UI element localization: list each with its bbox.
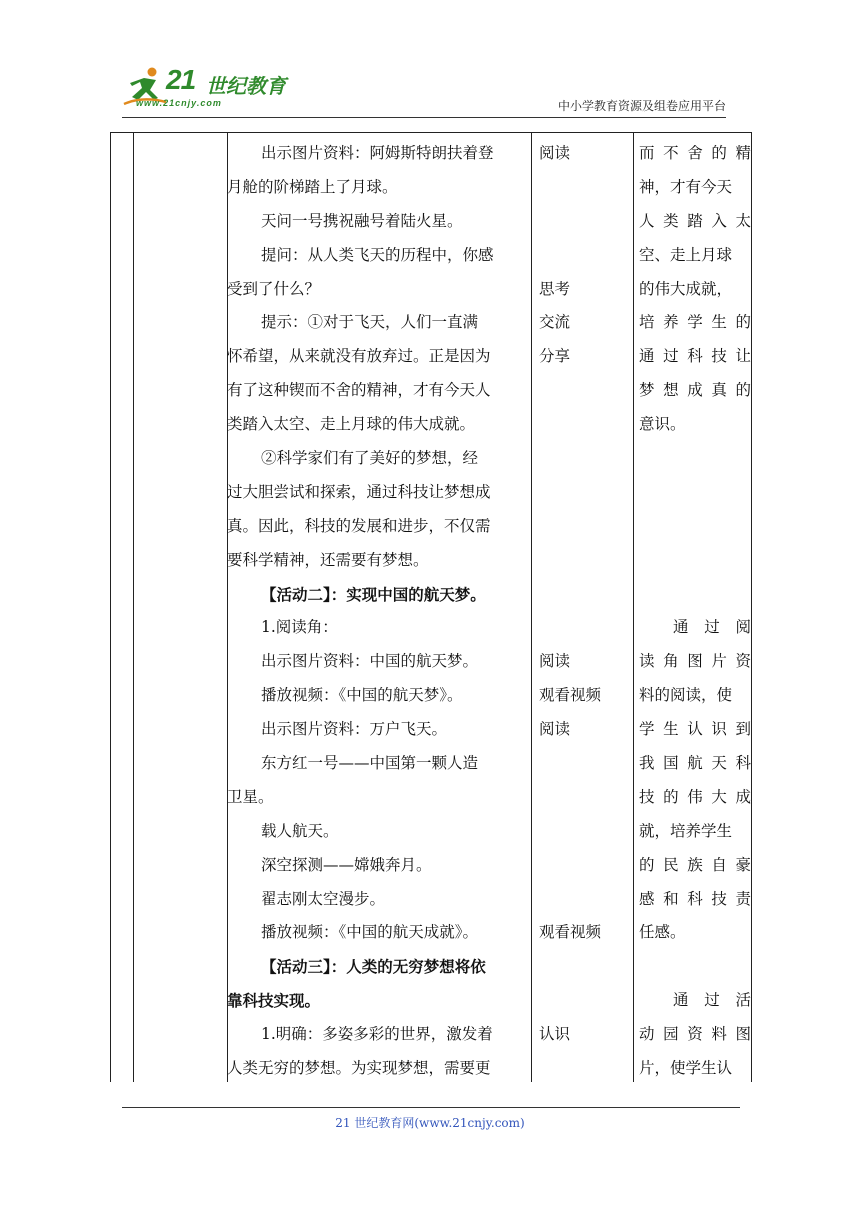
activity-line: 交流 <box>539 313 571 332</box>
content-line: 提示：①对于飞天，人们一直满 <box>261 313 479 332</box>
intent-line: 片，使学生认 <box>639 1059 733 1078</box>
activity-line <box>539 1052 631 1086</box>
intent-line: 空、走上月球 <box>639 245 733 264</box>
content-line: 天问一号携祝融号着陆火星。 <box>261 211 463 230</box>
intent-line: 通 过 阅 <box>673 618 751 637</box>
page-header <box>0 0 860 125</box>
content-line: 靠科技实现。 <box>227 991 321 1011</box>
activity-line <box>539 239 631 273</box>
activity-line <box>539 578 631 612</box>
intent-line: 神，才有今天 <box>639 177 733 196</box>
table-divider <box>133 133 134 1082</box>
activity-line <box>539 442 631 476</box>
activity-line <box>539 849 631 883</box>
activity-line: 思考 <box>539 279 571 298</box>
activity-line <box>539 781 631 815</box>
activity-line <box>539 883 631 917</box>
activity-line <box>539 984 631 1018</box>
platform-title: 中小学教育资源及组卷应用平台 <box>557 99 726 113</box>
content-line: 【活动三】：人类的无穷梦想将依 <box>261 957 486 977</box>
table-divider <box>531 133 532 1082</box>
content-line: 载人航天。 <box>261 821 339 840</box>
activity-line <box>539 510 631 544</box>
activity-column <box>539 133 631 1086</box>
activity-line <box>539 611 631 645</box>
activity-line: 阅读 <box>539 652 571 671</box>
intent-line: 任感。 <box>639 923 686 942</box>
table-divider <box>633 133 634 1082</box>
content-line: 深空探测——嫦娥奔月。 <box>261 855 432 874</box>
intent-line: 人 类 踏 入 太 <box>639 211 751 230</box>
intent-line <box>639 510 751 544</box>
content-line: 真。因此，科技的发展和进步，不仅需 <box>227 516 491 535</box>
activity-line: 阅读 <box>539 144 571 162</box>
content-line: 【活动二】：实现中国的航天梦。 <box>261 584 486 604</box>
activity-line <box>539 815 631 849</box>
activity-line <box>539 747 631 781</box>
intent-line: 学 生 认 识 到 <box>639 720 751 739</box>
content-line: 1.阅读角： <box>261 618 338 637</box>
content-line: 翟志刚太空漫步。 <box>261 889 386 908</box>
intent-line: 通 过 科 技 让 <box>639 347 751 366</box>
logo-21: 21 <box>166 64 196 95</box>
intent-line <box>639 578 751 612</box>
logo <box>122 66 292 118</box>
activity-line <box>539 408 631 442</box>
content-line: 1.明确：多姿多彩的世界，激发着 <box>261 1025 493 1044</box>
intent-line: 技 的 伟 大 成 <box>639 787 751 806</box>
content-line: 受到了什么？ <box>227 279 321 298</box>
intent-line: 读 角 图 片 资 <box>639 652 751 671</box>
intent-line <box>639 950 751 984</box>
activity-line <box>539 950 631 984</box>
intent-line: 意识。 <box>639 415 686 434</box>
intent-line: 动 园 资 料 图 <box>639 1025 751 1044</box>
content-line: 有了这种锲而不舍的精神，才有今天人 <box>227 381 491 400</box>
intent-line: 而 不 舍 的 精 <box>639 144 751 162</box>
content-line: 出示图片资料：中国的航天梦。 <box>261 652 479 671</box>
intent-line: 感 和 科 技 责 <box>639 889 751 908</box>
intent-line: 料的阅读，使 <box>639 686 733 705</box>
intent-line: 培 养 学 生 的 <box>639 313 751 332</box>
intent-line <box>639 544 751 578</box>
content-line: ②科学家们有了美好的梦想，经 <box>261 449 479 468</box>
content-line: 怀希望，从来就没有放弃过。正是因为 <box>227 347 491 366</box>
content-line: 人类无穷的梦想。为实现梦想，需要更 <box>227 1059 491 1078</box>
content-line: 类踏入太空、走上月球的伟大成就。 <box>227 415 476 434</box>
activity-line <box>539 205 631 239</box>
activity-line <box>539 476 631 510</box>
activity-line: 观看视频 <box>539 686 602 705</box>
intent-line <box>639 442 751 476</box>
header-divider <box>122 117 726 118</box>
intent-column <box>639 133 751 1086</box>
intent-line: 通 过 活 <box>673 991 751 1010</box>
activity-line: 观看视频 <box>539 923 602 942</box>
content-line: 东方红一号——中国第一颗人造 <box>261 754 479 773</box>
intent-line <box>639 476 751 510</box>
footer-divider <box>122 1107 740 1108</box>
content-line: 播放视频：《中国的航天梦》。 <box>261 686 463 705</box>
content-line: 出示图片资料：阿姆斯特朗扶着登 <box>261 144 494 162</box>
content-line: 要科学精神，还需要有梦想。 <box>227 550 429 569</box>
content-line: 月舱的阶梯踏上了月球。 <box>227 177 398 196</box>
intent-line: 的伟大成就， <box>639 279 733 298</box>
intent-line: 就，培养学生 <box>639 821 733 840</box>
intent-line: 梦 想 成 真 的 <box>639 381 751 400</box>
footer-link[interactable]: 21 世纪教育网(www.21cnjy.com) <box>335 1116 525 1130</box>
activity-line <box>539 544 631 578</box>
content-line: 播放视频：《中国的航天成就》。 <box>261 923 479 942</box>
activity-line: 阅读 <box>539 720 571 739</box>
activity-line <box>539 171 631 205</box>
content-column <box>227 133 529 1086</box>
content-line: 卫星。 <box>227 787 274 806</box>
activity-line: 认识 <box>539 1025 571 1044</box>
content-line: 提问：从人类飞天的历程中，你感 <box>261 245 494 264</box>
activity-line: 分享 <box>539 347 571 366</box>
intent-line: 我 国 航 天 科 <box>639 754 751 773</box>
activity-line <box>539 374 631 408</box>
content-line: 出示图片资料：万户飞天。 <box>261 720 448 739</box>
content-line: 过大胆尝试和探索，通过科技让梦想成 <box>227 482 491 501</box>
intent-line: 的 民 族 自 豪 <box>639 855 751 874</box>
lesson-table <box>110 132 752 1082</box>
logo-text: 世纪教育 <box>206 74 286 98</box>
logo-url: www.21cnjy.com <box>136 98 222 108</box>
